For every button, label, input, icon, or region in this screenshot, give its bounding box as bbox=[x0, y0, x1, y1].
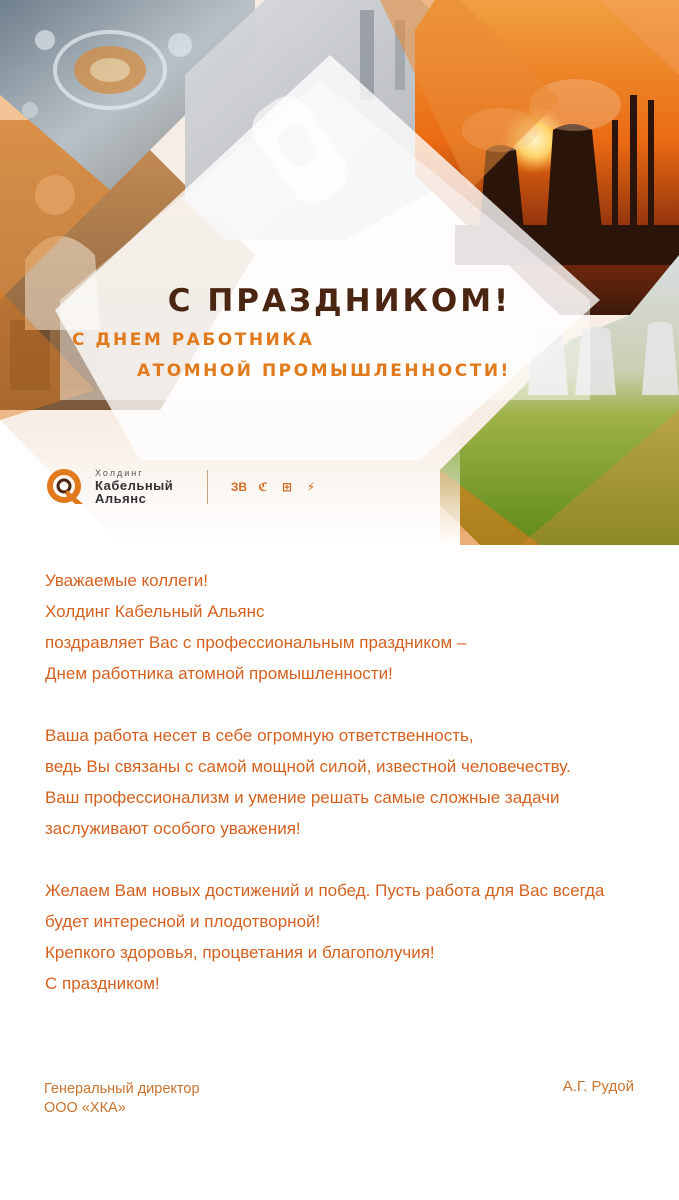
letter-line: Ваш профессионализм и умение решать самые сложные задачи bbox=[45, 788, 560, 807]
signature-name-block bbox=[563, 1077, 634, 1096]
letter-line: Уважаемые коллеги! bbox=[45, 571, 208, 590]
letter-paragraph bbox=[45, 565, 645, 689]
logo-small-text: Холдинг bbox=[95, 468, 144, 478]
subsidiary-logo-icon-2: ℭ bbox=[258, 480, 268, 494]
logo-mark-icon bbox=[45, 466, 87, 508]
letter-paragraph bbox=[45, 720, 645, 844]
signature-position-block bbox=[44, 1080, 200, 1118]
header-banner bbox=[0, 0, 679, 545]
subsidiary-logos bbox=[230, 478, 320, 496]
letter-line: Холдинг Кабельный Альянс bbox=[45, 602, 265, 621]
signature-company: ООО «ХКА» bbox=[44, 1100, 126, 1116]
logo-name-line-2: Альянс bbox=[95, 491, 147, 506]
logo-name bbox=[95, 479, 173, 505]
letter-line: ведь Вы связаны с самой мощной силой, известной человечеству. bbox=[45, 757, 571, 776]
signature-name: А.Г. Рудой bbox=[562, 1078, 634, 1095]
letter-line: Желаем Вам новых достижений и побед. Пусть работа для Вас всегда bbox=[45, 881, 605, 900]
letter-line: Крепкого здоровья, процветания и благополучия! bbox=[45, 943, 435, 962]
greeting-subline-1: С ДНЕМ РАБОТНИКА bbox=[72, 330, 315, 350]
letter-line: С праздником! bbox=[45, 974, 160, 993]
letter-line: заслуживают особого уважения! bbox=[45, 819, 301, 838]
signature-position: Генеральный директор bbox=[44, 1081, 200, 1097]
letter-line: будет интересной и плодотворной! bbox=[45, 912, 321, 931]
letter-body bbox=[45, 565, 645, 1030]
letter-line: поздравляет Вас с профессиональным праздником – bbox=[45, 633, 467, 652]
letter-paragraph bbox=[45, 875, 645, 999]
letter-line: Ваша работа несет в себе огромную ответственность, bbox=[45, 726, 474, 745]
subsidiary-logo-icon-3: ⊞ bbox=[281, 480, 293, 494]
subsidiary-logo-icon-4: ⚡ bbox=[306, 480, 316, 494]
letter-line: Днем работника атомной промышленности! bbox=[45, 664, 393, 683]
logo-divider bbox=[207, 470, 208, 504]
logo-name-line-1: Кабельный bbox=[95, 478, 174, 493]
greeting-subline-2: АТОМНОЙ ПРОМЫШЛЕННОСТИ! bbox=[137, 361, 511, 381]
greeting-headline: С ПРАЗДНИКОМ! bbox=[167, 283, 512, 319]
subsidiary-logo-icon-1: ЗВ bbox=[230, 480, 248, 494]
